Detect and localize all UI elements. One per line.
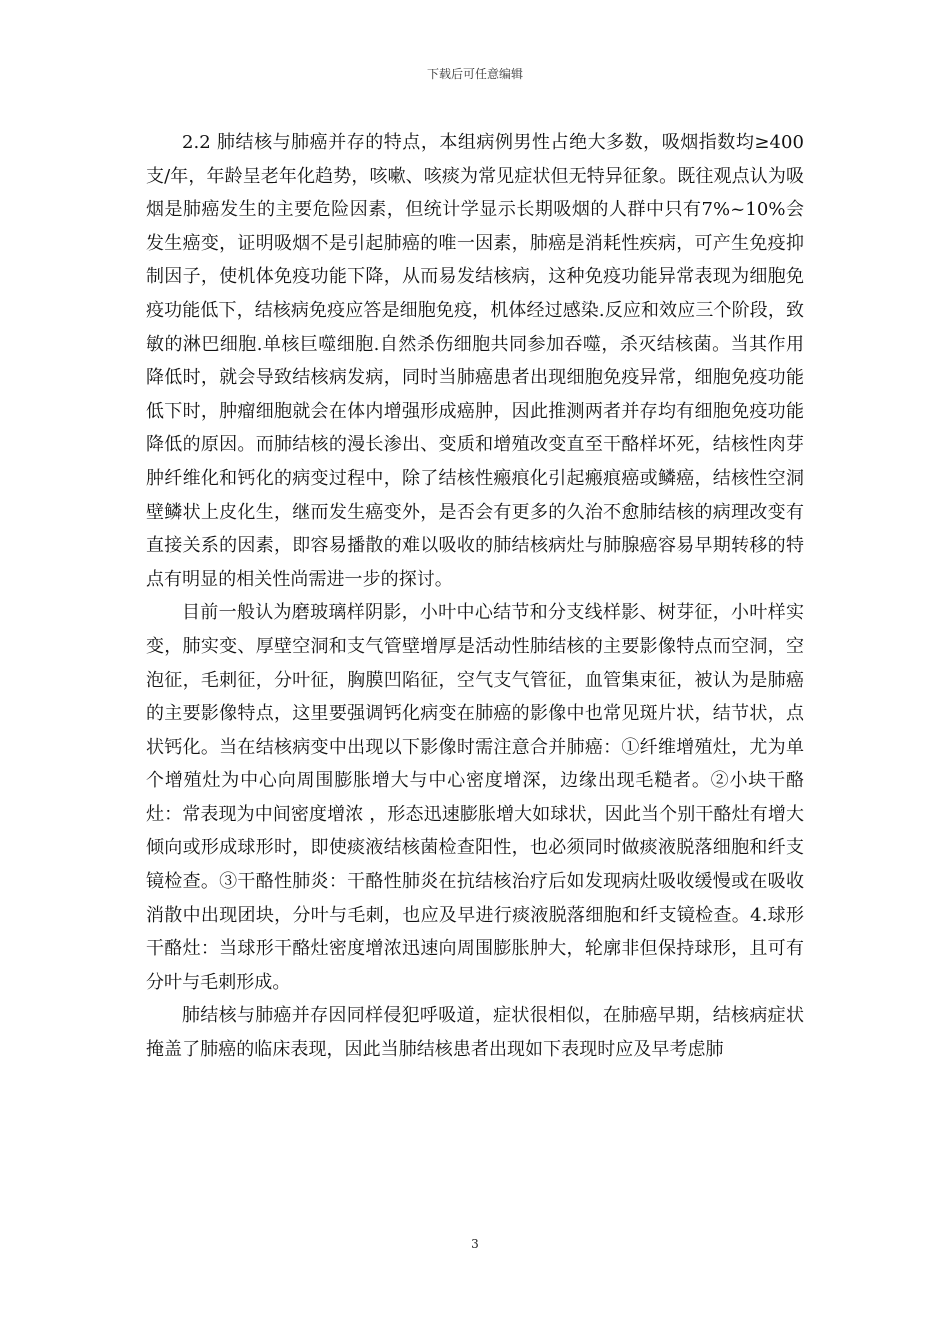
page-header: 下载后可任意编辑 [426,67,523,81]
page-number: 3 [471,1237,479,1251]
paragraph: 目前一般认为磨玻璃样阴影，小叶中心结节和分支线样影、树芽征，小叶样实变，肺实变、厚壁空洞和支气管壁增厚是活动性肺结核的主要影像特点而空洞，空泡征，毛刺征，分叶征，胸膜凹陷征，空气支气管征，血管集束征，被认为是肺癌的主要影像特点，这里要强调钙化病变在肺癌的影像中也常见斑片状，结节状，点状钙化。当在结核病变中出现以下影像时需注意合并肺癌：①纤维增殖灶，尤为单个增殖灶为中心向周围膨胀增大与中心密度增深，边缘出现毛糙者。②小块干酪灶：常表现为中间密度增浓 ，形态迅速膨胀增大如球状，因此当个别干酪灶有增大倾向或形成球形时，即使痰液结核菌检查阳性，也必须同时做痰液脱落细胞和纤支镜检查。③干酪性肺炎：干酪性肺炎在抗结核治疗后如发现病灶吸收缓慢或在吸收消散中出现团块，分叶与毛刺，也应及早进行痰液脱落细胞和纤支镜检查。4.球形干酪灶：当球形干酪灶密度增浓迅速向周围膨胀肿大，轮廓非但保持球形，且可有分叶与毛刺形成。 [146,602,804,993]
paragraph: 2.2 肺结核与肺癌并存的特点，本组病例男性占绝大多数，吸烟指数均≥400支/年，年龄呈老年化趋势，咳嗽、咳痰为常见症状但无特异征象。既往观点认为吸烟是肺癌发生的主要危险因素，但统计学显示长期吸烟的人群中只有7%~10%会发生癌变，证明吸烟不是引起肺癌的唯一因素，肺癌是消耗性疾病，可产生免疫抑制因子，使机体免疫功能下降，从而易发结核病，这种免疫功能异常表现为细胞免疫功能低下，结核病免疫应答是细胞免疫，机体经过感染.反应和效应三个阶段，致敏的淋巴细胞.单核巨噬细胞.自然杀伤细胞共同参加吞噬，杀灭结核菌。当其作用降低时，就会导致结核病发病，同时当肺癌患者出现细胞免疫异常，细胞免疫功能低下时，肿瘤细胞就会在体内增强形成癌肿，因此推测两者并存均有细胞免疫功能降低的原因。而肺结核的漫长渗出、变质和增殖改变直至干酪样坏死，结核性肉芽肿纤维化和钙化的病变过程中，除了结核性瘢痕化引起瘢痕癌或鳞癌，结核性空洞壁鳞状上皮化生，继而发生癌变外，是否会有更多的久治不愈肺结核的病理改变有直接关系的因素，即容易播散的难以吸收的肺结核病灶与肺腺癌容易早期转移的特点有明显的相关性尚需进一步的探讨。 [146,132,804,590]
paragraph: 肺结核与肺癌并存因同样侵犯呼吸道，症状很相似，在肺癌早期，结核病症状掩盖了肺癌的临床表现，因此当肺结核患者出现如下表现时应及早考虑肺 [146,1005,804,1061]
document-body [146,126,804,1067]
